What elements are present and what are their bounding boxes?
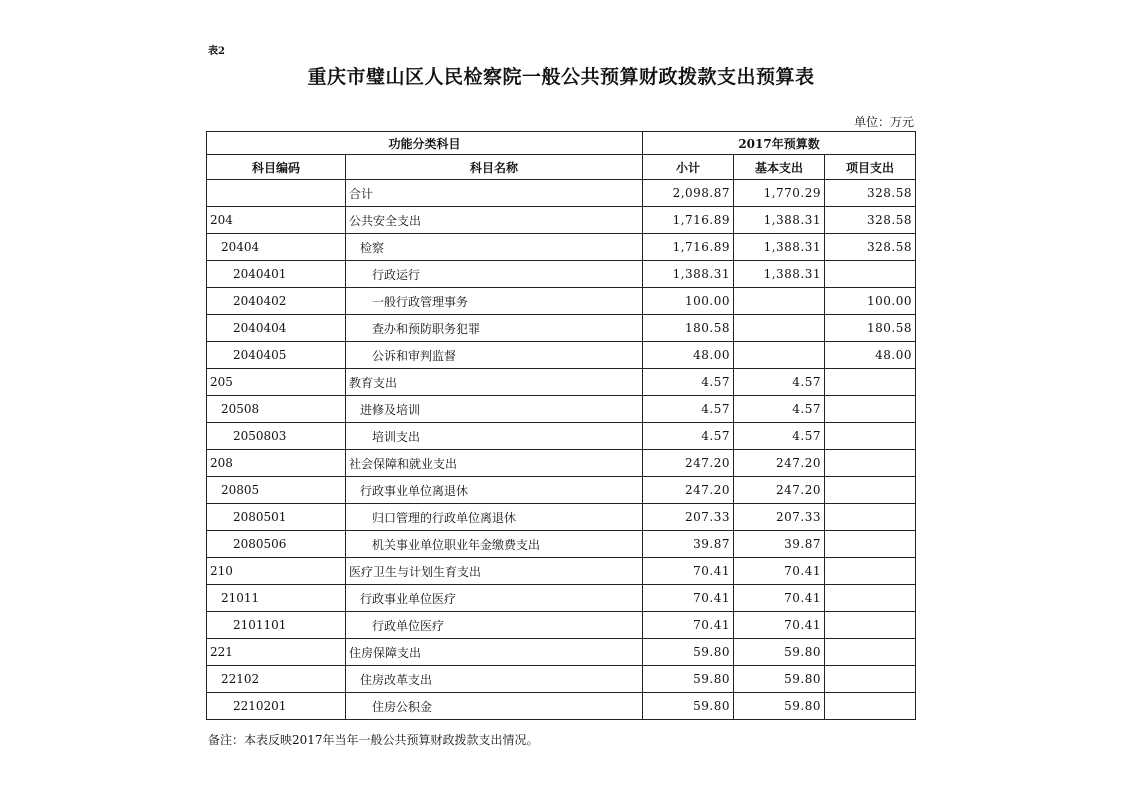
row-project: 100.00 (825, 288, 916, 315)
row-subtotal: 70.41 (643, 612, 734, 639)
row-name: 行政事业单位离退休 (346, 477, 643, 504)
table-row (207, 531, 916, 558)
row-basic: 70.41 (734, 558, 825, 585)
header-name: 科目名称 (346, 155, 643, 180)
row-basic (734, 288, 825, 315)
row-basic: 59.80 (734, 639, 825, 666)
table-row (207, 180, 916, 207)
table-row (207, 639, 916, 666)
table-row (207, 450, 916, 477)
row-project (825, 261, 916, 288)
row-code: 2080506 (207, 531, 346, 558)
row-code: 2040401 (207, 261, 346, 288)
row-name: 行政单位医疗 (346, 612, 643, 639)
row-basic: 1,770.29 (734, 180, 825, 207)
table-row (207, 666, 916, 693)
row-project (825, 396, 916, 423)
table-row (207, 207, 916, 234)
table-row (207, 315, 916, 342)
row-basic: 59.80 (734, 693, 825, 720)
row-name: 住房保障支出 (346, 639, 643, 666)
row-name: 社会保障和就业支出 (346, 450, 643, 477)
row-name: 公共安全支出 (346, 207, 643, 234)
row-basic (734, 315, 825, 342)
header-project: 项目支出 (825, 155, 916, 180)
row-subtotal: 2,098.87 (643, 180, 734, 207)
table-number-label: 表2 (208, 46, 225, 57)
row-name: 机关事业单位职业年金缴费支出 (346, 531, 643, 558)
row-basic: 70.41 (734, 585, 825, 612)
table-row (207, 288, 916, 315)
row-subtotal: 59.80 (643, 666, 734, 693)
row-subtotal: 59.80 (643, 693, 734, 720)
row-code: 2101101 (207, 612, 346, 639)
row-name: 公诉和审判监督 (346, 342, 643, 369)
page-title: 重庆市璧山区人民检察院一般公共预算财政拨款支出预算表 (307, 66, 815, 88)
row-project (825, 585, 916, 612)
row-name: 住房公积金 (346, 693, 643, 720)
header-basic: 基本支出 (734, 155, 825, 180)
row-basic: 4.57 (734, 396, 825, 423)
row-subtotal: 1,388.31 (643, 261, 734, 288)
row-name: 进修及培训 (346, 396, 643, 423)
row-project (825, 450, 916, 477)
row-code: 21011 (207, 585, 346, 612)
header-group-row (207, 132, 916, 155)
row-project: 328.58 (825, 180, 916, 207)
row-code: 2080501 (207, 504, 346, 531)
footnote: 备注：本表反映2017年当年一般公共预算财政拨款支出情况。 (208, 733, 539, 747)
row-basic: 1,388.31 (734, 234, 825, 261)
table-row (207, 558, 916, 585)
row-name: 一般行政管理事务 (346, 288, 643, 315)
row-code: 2040405 (207, 342, 346, 369)
row-code: 20805 (207, 477, 346, 504)
header-budget-year: 2017年预算数 (643, 132, 916, 155)
row-basic: 70.41 (734, 612, 825, 639)
row-name: 行政运行 (346, 261, 643, 288)
row-subtotal: 48.00 (643, 342, 734, 369)
table-row (207, 261, 916, 288)
row-project: 48.00 (825, 342, 916, 369)
table-row (207, 423, 916, 450)
header-code: 科目编码 (207, 155, 346, 180)
unit-label: 单位：万元 (853, 115, 914, 129)
row-basic: 1,388.31 (734, 207, 825, 234)
row-code: 2050803 (207, 423, 346, 450)
row-name: 培训支出 (346, 423, 643, 450)
row-project (825, 558, 916, 585)
row-subtotal: 4.57 (643, 423, 734, 450)
row-name: 教育支出 (346, 369, 643, 396)
row-project (825, 666, 916, 693)
table-row (207, 477, 916, 504)
row-name: 行政事业单位医疗 (346, 585, 643, 612)
row-project (825, 612, 916, 639)
row-project (825, 423, 916, 450)
budget-table (206, 131, 916, 720)
table-row (207, 396, 916, 423)
row-code: 2210201 (207, 693, 346, 720)
row-subtotal: 247.20 (643, 477, 734, 504)
table-row (207, 504, 916, 531)
row-subtotal: 59.80 (643, 639, 734, 666)
row-basic: 59.80 (734, 666, 825, 693)
row-code: 221 (207, 639, 346, 666)
row-code: 205 (207, 369, 346, 396)
row-project (825, 531, 916, 558)
row-code: 2040404 (207, 315, 346, 342)
row-name: 合计 (346, 180, 643, 207)
row-basic: 207.33 (734, 504, 825, 531)
row-code: 20404 (207, 234, 346, 261)
header-subtotal: 小计 (643, 155, 734, 180)
row-project (825, 693, 916, 720)
row-project (825, 369, 916, 396)
table-row (207, 693, 916, 720)
row-project (825, 504, 916, 531)
header-column-row (207, 155, 916, 180)
row-name: 归口管理的行政单位离退休 (346, 504, 643, 531)
table-row (207, 585, 916, 612)
row-basic: 1,388.31 (734, 261, 825, 288)
row-subtotal: 4.57 (643, 369, 734, 396)
row-name: 住房改革支出 (346, 666, 643, 693)
row-subtotal: 70.41 (643, 558, 734, 585)
row-project (825, 639, 916, 666)
header-function-category: 功能分类科目 (207, 132, 643, 155)
row-name: 查办和预防职务犯罪 (346, 315, 643, 342)
table-row (207, 612, 916, 639)
row-basic: 39.87 (734, 531, 825, 558)
row-code: 208 (207, 450, 346, 477)
row-code: 204 (207, 207, 346, 234)
row-basic: 247.20 (734, 477, 825, 504)
row-basic: 247.20 (734, 450, 825, 477)
row-subtotal: 1,716.89 (643, 234, 734, 261)
row-subtotal: 247.20 (643, 450, 734, 477)
row-basic: 4.57 (734, 423, 825, 450)
row-project: 328.58 (825, 234, 916, 261)
table-row (207, 369, 916, 396)
row-code: 20508 (207, 396, 346, 423)
row-subtotal: 207.33 (643, 504, 734, 531)
row-subtotal: 4.57 (643, 396, 734, 423)
row-code: 2040402 (207, 288, 346, 315)
row-basic: 4.57 (734, 369, 825, 396)
row-subtotal: 39.87 (643, 531, 734, 558)
row-subtotal: 70.41 (643, 585, 734, 612)
row-project: 180.58 (825, 315, 916, 342)
row-code: 210 (207, 558, 346, 585)
budget-table-body (207, 180, 916, 720)
table-row (207, 342, 916, 369)
row-name: 医疗卫生与计划生育支出 (346, 558, 643, 585)
row-code (207, 180, 346, 207)
row-project: 328.58 (825, 207, 916, 234)
row-basic (734, 342, 825, 369)
row-subtotal: 1,716.89 (643, 207, 734, 234)
table-row (207, 234, 916, 261)
row-name: 检察 (346, 234, 643, 261)
row-subtotal: 180.58 (643, 315, 734, 342)
row-subtotal: 100.00 (643, 288, 734, 315)
row-project (825, 477, 916, 504)
row-code: 22102 (207, 666, 346, 693)
